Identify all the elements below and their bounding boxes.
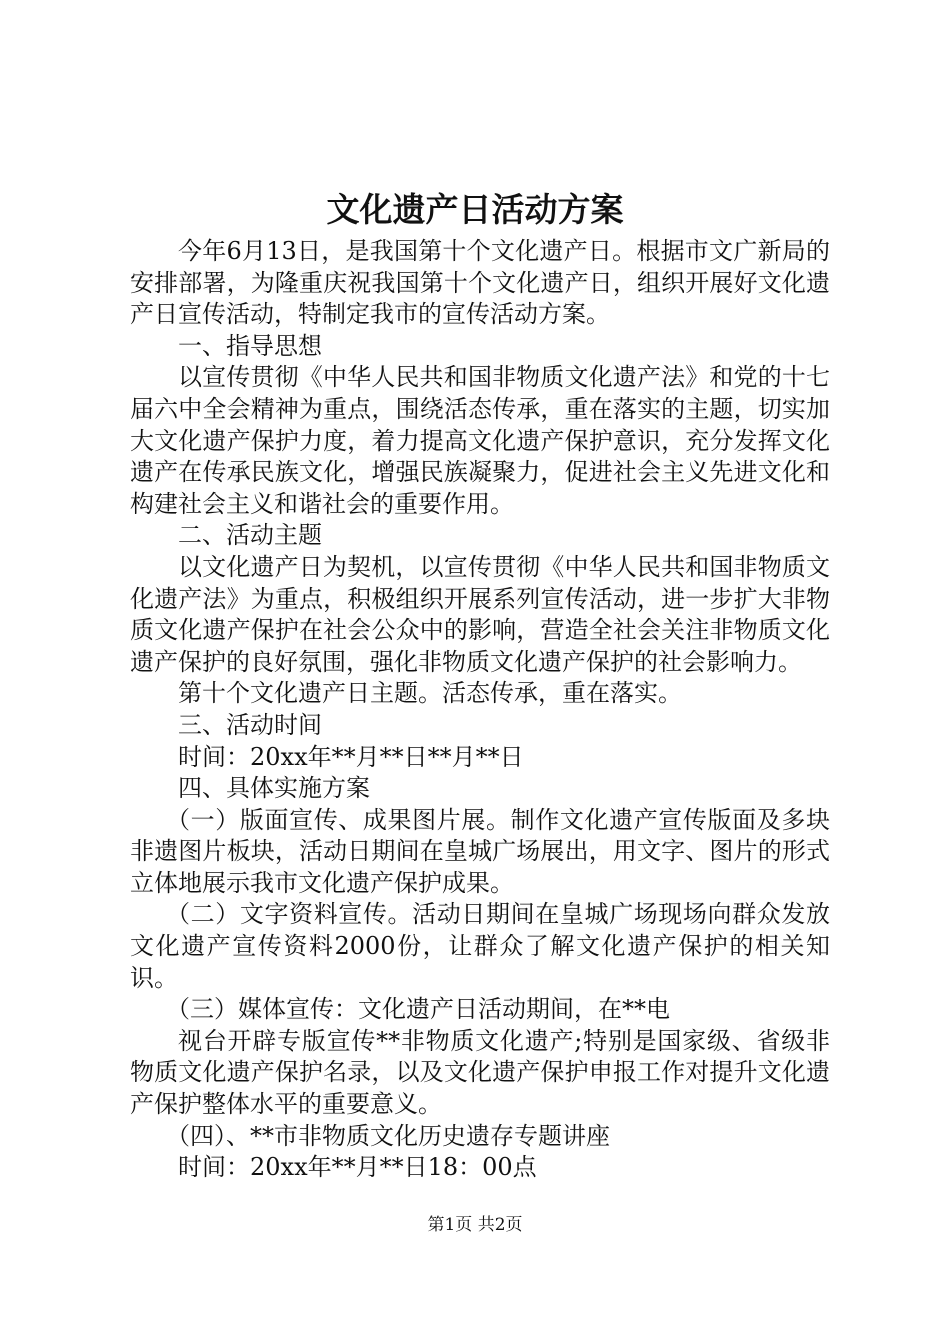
paragraph-plan-item-3-continued: 视台开辟专版宣传**非物质文化遗产;特别是国家级、省级非物质文化遗产保护名录，以及文化遗产保护申报工作对提升文化遗产保护整体水平的重要意义。 bbox=[130, 1026, 830, 1119]
paragraph-activity-theme: 以文化遗产日为契机，以宣传贯彻《中华人民共和国非物质文化遗产法》为重点，积极组织开展系列宣传活动，进一步扩大非物质文化遗产保护在社会公众中的影响，营造全社会关注非物质文化遗产保护的良好氛围，强化非物质文化遗产保护的社会影响力。 bbox=[130, 552, 830, 676]
paragraph-plan-item-2: （二）文字资料宣传。活动日期间在皇城广场现场向群众发放文化遗产宣传资料2000份，让群众了解文化遗产保护的相关知识。 bbox=[130, 900, 830, 992]
heading-activity-time: 三、活动时间 bbox=[178, 710, 322, 739]
document-title: 文化遗产日活动方案 bbox=[326, 190, 624, 229]
paragraph-theme-statement: 第十个文化遗产日主题。活态传承，重在落实。 bbox=[178, 679, 682, 708]
heading-implementation-plan: 四、具体实施方案 bbox=[178, 774, 370, 803]
heading-activity-theme: 二、活动主题 bbox=[178, 521, 322, 550]
paragraph-plan-item-4: （四）、**市非物质文化历史遗存专题讲座 bbox=[166, 1121, 610, 1150]
paragraph-activity-time: 时间：20xx年**月**日**月**日 bbox=[178, 742, 524, 771]
heading-guiding-ideology: 一、指导思想 bbox=[178, 331, 322, 360]
document-body bbox=[130, 236, 830, 1184]
paragraph-plan-item-1: （一）版面宣传、成果图片展。制作文化遗产宣传版面及多块非遗图片板块，活动日期间在皇城广场展出，用文字、图片的形式立体地展示我市文化遗产保护成果。 bbox=[130, 805, 830, 897]
paragraph-lecture-time: 时间：20xx年**月**日18：00点 bbox=[178, 1153, 537, 1182]
paragraph-plan-item-3: （三）媒体宣传：文化遗产日活动期间，在**电 bbox=[166, 995, 670, 1024]
page-number-footer: 第1页 共2页 bbox=[427, 1215, 523, 1235]
paragraph-intro: 今年6月13日，是我国第十个文化遗产日。根据市文广新局的安排部署，为隆重庆祝我国第十个文化遗产日，组织开展好文化遗产日宣传活动，特制定我市的宣传活动方案。 bbox=[130, 237, 830, 329]
paragraph-guiding-ideology: 以宣传贯彻《中华人民共和国非物质文化遗产法》和党的十七届六中全会精神为重点，围绕活态传承，重在落实的主题，切实加大文化遗产保护力度，着力提高文化遗产保护意识，充分发挥文化遗产在传承民族文化，增强民族凝聚力，促进社会主义先进文化和构建社会主义和谐社会的重要作用。 bbox=[130, 363, 830, 518]
